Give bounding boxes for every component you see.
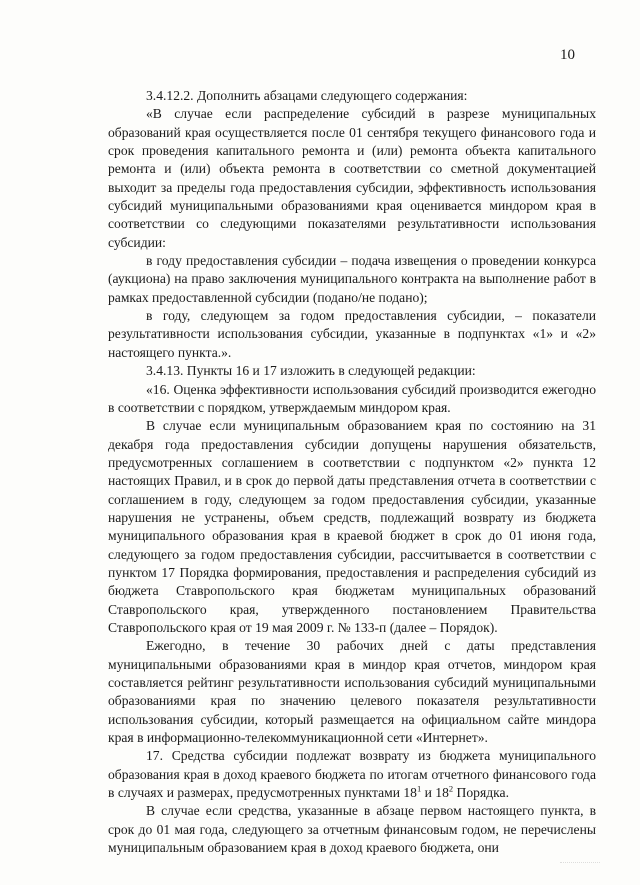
- page-number: 10: [560, 47, 575, 63]
- item-17-text-end: Порядка.: [453, 785, 509, 801]
- paragraph-violations: В случае если муниципальным образованием края по состоянию на 31 декабря года предоставления субсидии допущены нарушения обязательств, предусмотренных соглашением в соответствии с подпунктом «2» пункта 12 настоящих Правил, и в срок до первой даты представления отчета в соответствии с соглашением в году, следующем за годом предоставления субсидии, указанные нарушения не устранены, объем средств, подлежащий возврату из бюджета муниципального образования края в краевой бюджет в срок до 01 июня года, следующего за годом предоставления субсидии, рассчитывается в соответствии с пунктом 17 Порядка формирования, предоставления и распределения субсидий из бюджета Ставропольского края бюджетам муниципальных образований Ставропольского края, утвержденного постановлением Правительства Ставропольского края от 19 мая 2009 г. № 133-п (далее – Порядок).: [108, 418, 596, 635]
- paragraph-year-of-subsidy: в году предоставления субсидии – подача извещения о проведении конкурса (аукциона) на право заключения муниципального контракта на выполнение работ в рамках предоставленной субсидии (подано/не подано);: [108, 253, 596, 305]
- paragraph-following-year: в году, следующем за годом предоставления субсидии, – показатели результативности использования субсидии, указанные в подпунктах «1» и «2» настоящего пункта.».: [108, 308, 596, 360]
- paragraph-subsidy-distribution: «В случае если распределение субсидий в разрезе муниципальных образований края осуществляется после 01 сентября текущего финансового года и срок проведения капитального ремонта и (или) ремонта объекта капитального ремонта и (или) объекта ремонта в соответствии со сметной документацией выходит за пределы года предоставления субсидии, эффективность использования субсидий муниципальными образованиями края оценивается миндором края в соответствии со следующими показателями результативности использования субсидии:: [108, 106, 596, 250]
- paragraph-item-16: «16. Оценка эффективности использования субсидий производится ежегодно в соответствии с порядком, утверждаемым миндором края.: [108, 381, 596, 415]
- document-body: [108, 87, 596, 857]
- scan-artifact: [560, 852, 600, 863]
- paragraph-item-17: [108, 747, 596, 802]
- item-17-text-start: 17. Средства субсидии подлежат возврату из бюджета муниципального образования края в доход краевого бюджета по итогам отчетного финансового года в случаях и размерах, предусмотренных пунктами 18: [108, 748, 596, 801]
- paragraph-3-4-13: 3.4.13. Пункты 16 и 17 изложить в следующей редакции:: [146, 363, 476, 379]
- superscript-2: 2: [448, 783, 454, 794]
- paragraph-rating: Ежегодно, в течение 30 рабочих дней с даты представления муниципальными образованиями края в миндор края отчетов, миндором края составляется рейтинг результативности использования субсидий муниципальными образованиями края по значению целевого показателя результативности использования субсидии, который размещается на официальном сайте миндора края в информационно-телекоммуникационной сети «Интернет».: [108, 638, 596, 746]
- superscript-1: 1: [416, 783, 422, 794]
- paragraph-not-transferred: В случае если средства, указанные в абзаце первом настоящего пункта, в срок до 01 мая года, следующего за отчетным финансовым годом, не перечислены муниципальным образованием края в доход краевого бюджета, они: [108, 803, 596, 856]
- paragraph-3-4-12-2: 3.4.12.2. Дополнить абзацами следующего содержания:: [146, 88, 468, 103]
- item-17-text-mid: и 18: [421, 785, 449, 801]
